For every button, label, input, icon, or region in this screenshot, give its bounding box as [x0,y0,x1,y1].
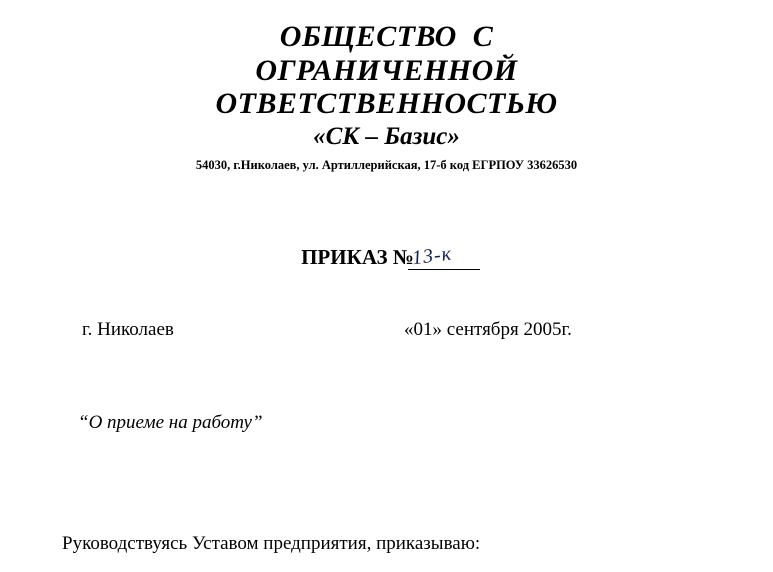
org-line-2: ОГРАНИЧЕННОЙ [255,53,518,87]
order-title: ПРИКАЗ № [301,244,414,269]
city-date-row [0,319,773,345]
org-line-1: ОБЩЕСТВО С [279,20,494,53]
city-label: г. Николаев [82,318,174,340]
order-body-text: Руководствуясь Уставом предприятия, приказываю: [62,533,481,554]
order-title-row [0,242,773,281]
organization-address: 54030, г.Николаев, ул. Артиллерийская, 17-б код ЕГРПОУ 33626530 [195,157,578,172]
order-number-blank [408,242,480,270]
org-line-3: ОТВЕТСТВЕННОСТЬЮ [215,87,558,121]
letterhead [0,0,773,173]
date-label: «01» сентября 2005г. [404,318,572,340]
order-subject: “О приеме на работу” [78,412,263,433]
order-number-handwritten: 13-к [410,242,454,270]
organization-name: «СК – Базис» [313,122,460,150]
